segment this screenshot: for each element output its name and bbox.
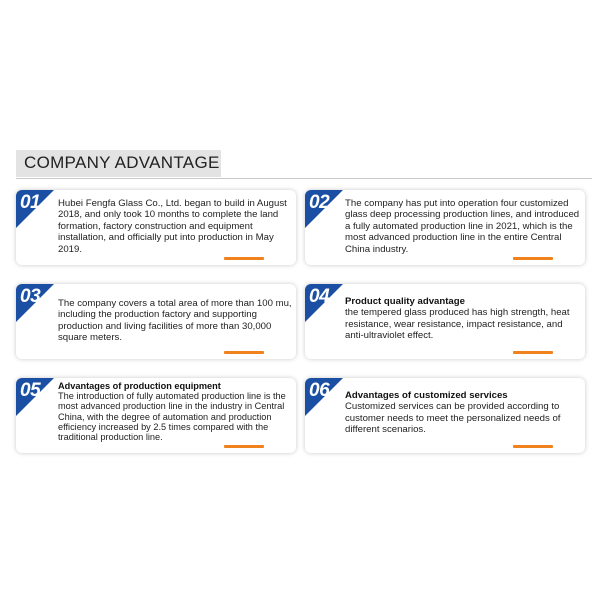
- card-title: Advantages of customized services: [345, 390, 508, 401]
- card-body: [345, 390, 581, 436]
- section-heading: [16, 150, 592, 179]
- card-body: [345, 198, 581, 255]
- card-text: The company covers a total area of more than 100 mu, including the production factory and supporting production and living facilities of more than 30,000 square meters.: [58, 298, 292, 344]
- advantage-card-01: [16, 190, 296, 265]
- card-text: Hubei Fengfa Glass Co., Ltd. began to build in August 2018, and only took 10 months to complete the land formation, factory construction and equipment installation, and officially put into production in May 2019.: [58, 198, 287, 255]
- card-number: 04: [309, 286, 330, 307]
- number-badge: [305, 378, 343, 416]
- section-heading-tab: [16, 150, 221, 177]
- accent-bar: [513, 257, 553, 260]
- number-badge: [16, 284, 54, 322]
- card-number: 02: [309, 192, 330, 213]
- card-body: [345, 296, 581, 342]
- accent-bar: [513, 351, 553, 354]
- advantage-card-02: [305, 190, 585, 265]
- number-badge: [305, 284, 343, 322]
- advantage-card-03: [16, 284, 296, 359]
- section-title: COMPANY ADVANTAGE: [24, 153, 220, 172]
- card-text: the tempered glass produced has high strength, heat resistance, wear resistance, impact resistance, and anti-ultraviolet effect.: [345, 307, 570, 342]
- card-number: 03: [20, 286, 41, 307]
- advantage-card-04: [305, 284, 585, 359]
- card-title: Advantages of production equipment: [58, 381, 221, 391]
- card-body: [58, 381, 292, 442]
- card-title: Product quality advantage: [345, 296, 465, 307]
- card-number: 01: [20, 192, 41, 213]
- card-text: The introduction of fully automated production line is the most advanced production line in the industry in Central China, with the degree of automation and production efficiency increased by 2.5 times compared with the traditional production line.: [58, 391, 286, 443]
- accent-bar: [224, 257, 264, 260]
- number-badge: [16, 190, 54, 228]
- accent-bar: [224, 445, 264, 448]
- number-badge: [16, 378, 54, 416]
- card-body: [58, 298, 294, 344]
- card-text: The company has put into operation four customized glass deep processing production lines, and introduced a fully automated production line in 2021, which is the most advanced production line in the entire Central China industry.: [345, 198, 580, 255]
- advantage-card-05: [16, 378, 296, 453]
- card-body: [58, 198, 294, 255]
- card-text: Customized services can be provided according to customer needs to meet the personalized needs of different scenarios.: [345, 401, 561, 436]
- advantage-card-06: [305, 378, 585, 453]
- number-badge: [305, 190, 343, 228]
- accent-bar: [224, 351, 264, 354]
- accent-bar: [513, 445, 553, 448]
- card-number: 06: [309, 380, 330, 401]
- card-number: 05: [20, 380, 41, 401]
